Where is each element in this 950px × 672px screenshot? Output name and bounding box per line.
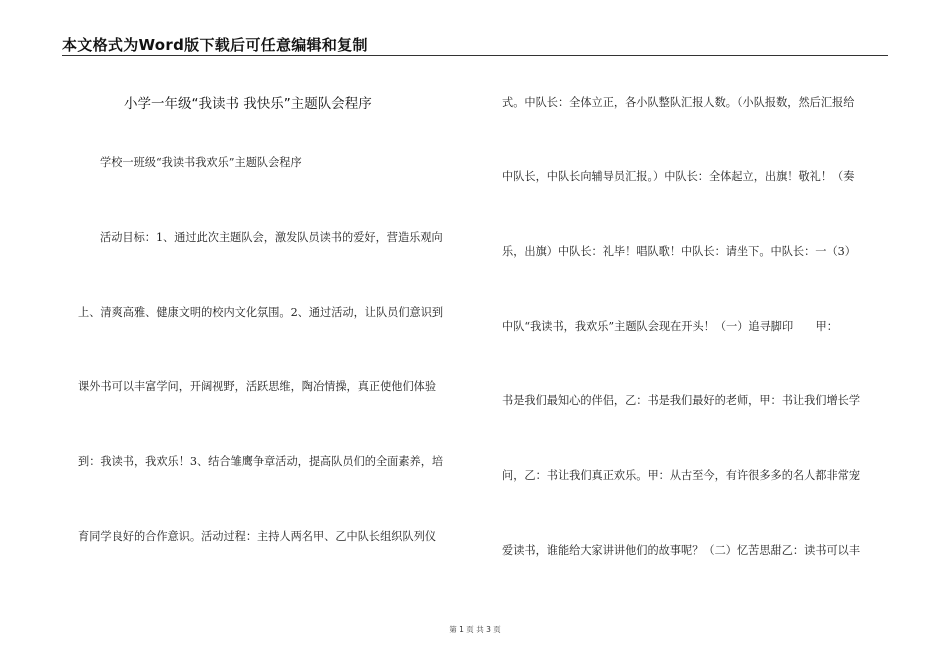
text-line: 中队长，中队长向辅导员汇报。）中队长：全体起立，出旗！敬礼！（奏 — [502, 170, 855, 183]
header-text: 本文格式为Word版下载后可任意编辑和复制 — [62, 36, 368, 54]
text-line: 中队“我读书，我欢乐”主题队会现在开头！（一）追寻脚印 甲： — [502, 320, 838, 333]
text-line: 活动目标：1、通过此次主题队会，激发队员读书的爱好，营造乐观向 — [100, 231, 443, 244]
document-title: 小学一年级“我读书 我快乐”主题队会程序 — [124, 96, 372, 112]
text-line: 问，乙：书让我们真正欢乐。甲：从古至今，有许很多多的名人都非常宠 — [502, 469, 861, 482]
text-line: 式。中队长：全体立正，各小队整队汇报人数。（小队报数，然后汇报给 — [502, 96, 855, 109]
text-line: 育同学良好的合作意识。活动过程：主持人两名甲、乙中队长组织队列仪 — [78, 530, 437, 543]
text-line: 爱读书，谁能给大家讲讲他们的故事呢？（二）忆苦思甜乙：读书可以丰 — [502, 544, 861, 557]
text-line: 学校一班级“我读书我欢乐”主题队会程序 — [100, 156, 302, 169]
text-line: 乐，出旗）中队长：礼毕！唱队歌！中队长：请坐下。中队长：一（3） — [502, 245, 856, 258]
text-line: 课外书可以丰富学问，开阔视野，活跃思维，陶冶情操，真正使他们体验 — [78, 380, 437, 393]
page-number: 第 1 页 共 3 页 — [449, 625, 501, 634]
header-divider — [62, 55, 888, 56]
text-line: 上、清爽高雅、健康文明的校内文化氛围。2、通过活动，让队员们意识到 — [78, 306, 444, 319]
text-line: 书是我们最知心的伴侣，乙：书是我们最好的老师，甲：书让我们增长学 — [502, 394, 861, 407]
text-line: 到：我读书，我欢乐！3、结合雏鹰争章活动，提高队员们的全面素养，培 — [78, 455, 444, 468]
